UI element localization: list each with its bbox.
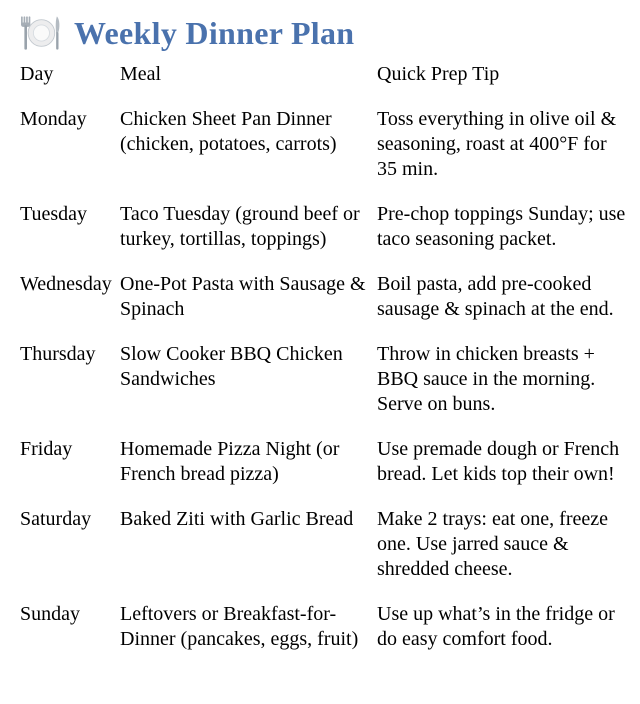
tip-cell: Use up what’s in the fridge or do easy comfort food. [377, 603, 615, 650]
page-title: Weekly Dinner Plan [74, 14, 355, 51]
meal-cell: Chicken Sheet Pan Dinner (chicken, potatoes, carrots) [120, 108, 337, 155]
tip-cell: Throw in chicken breasts + BBQ sauce in the morning. Serve on buns. [377, 343, 596, 415]
meal-cell: Slow Cooker BBQ Chicken Sandwiches [120, 343, 343, 390]
tip-cell: Toss everything in olive oil & seasoning, roast at 400°F for 35 min. [377, 108, 617, 180]
meal-plan-table [20, 62, 628, 652]
day-cell: Saturday [20, 508, 92, 530]
fork-knife-plate-icon [20, 14, 62, 52]
document-header [20, 12, 628, 54]
day-cell: Wednesday [20, 273, 112, 295]
day-cell: Sunday [20, 603, 80, 625]
tip-cell: Pre-chop toppings Sunday; use taco seasoning packet. [377, 203, 626, 250]
tip-cell: Boil pasta, add pre-cooked sausage & spinach at the end. [377, 273, 614, 320]
tip-cell: Use premade dough or French bread. Let kids top their own! [377, 438, 620, 485]
column-header-tip: Quick Prep Tip [377, 63, 500, 85]
meal-cell: One-Pot Pasta with Sausage & Spinach [120, 273, 366, 320]
day-cell: Thursday [20, 343, 96, 365]
meal-cell: Leftovers or Breakfast-for-Dinner (pancakes, eggs, fruit) [120, 603, 359, 650]
meal-cell: Taco Tuesday (ground beef or turkey, tortillas, toppings) [120, 203, 360, 250]
day-cell: Friday [20, 438, 73, 460]
day-cell: Tuesday [20, 203, 88, 225]
tip-cell: Make 2 trays: eat one, freeze one. Use jarred sauce & shredded cheese. [377, 508, 608, 580]
day-cell: Monday [20, 108, 87, 130]
column-header-day: Day [20, 63, 54, 85]
meal-cell: Homemade Pizza Night (or French bread pizza) [120, 438, 340, 485]
meal-cell: Baked Ziti with Garlic Bread [120, 508, 354, 530]
column-header-meal: Meal [120, 63, 162, 85]
